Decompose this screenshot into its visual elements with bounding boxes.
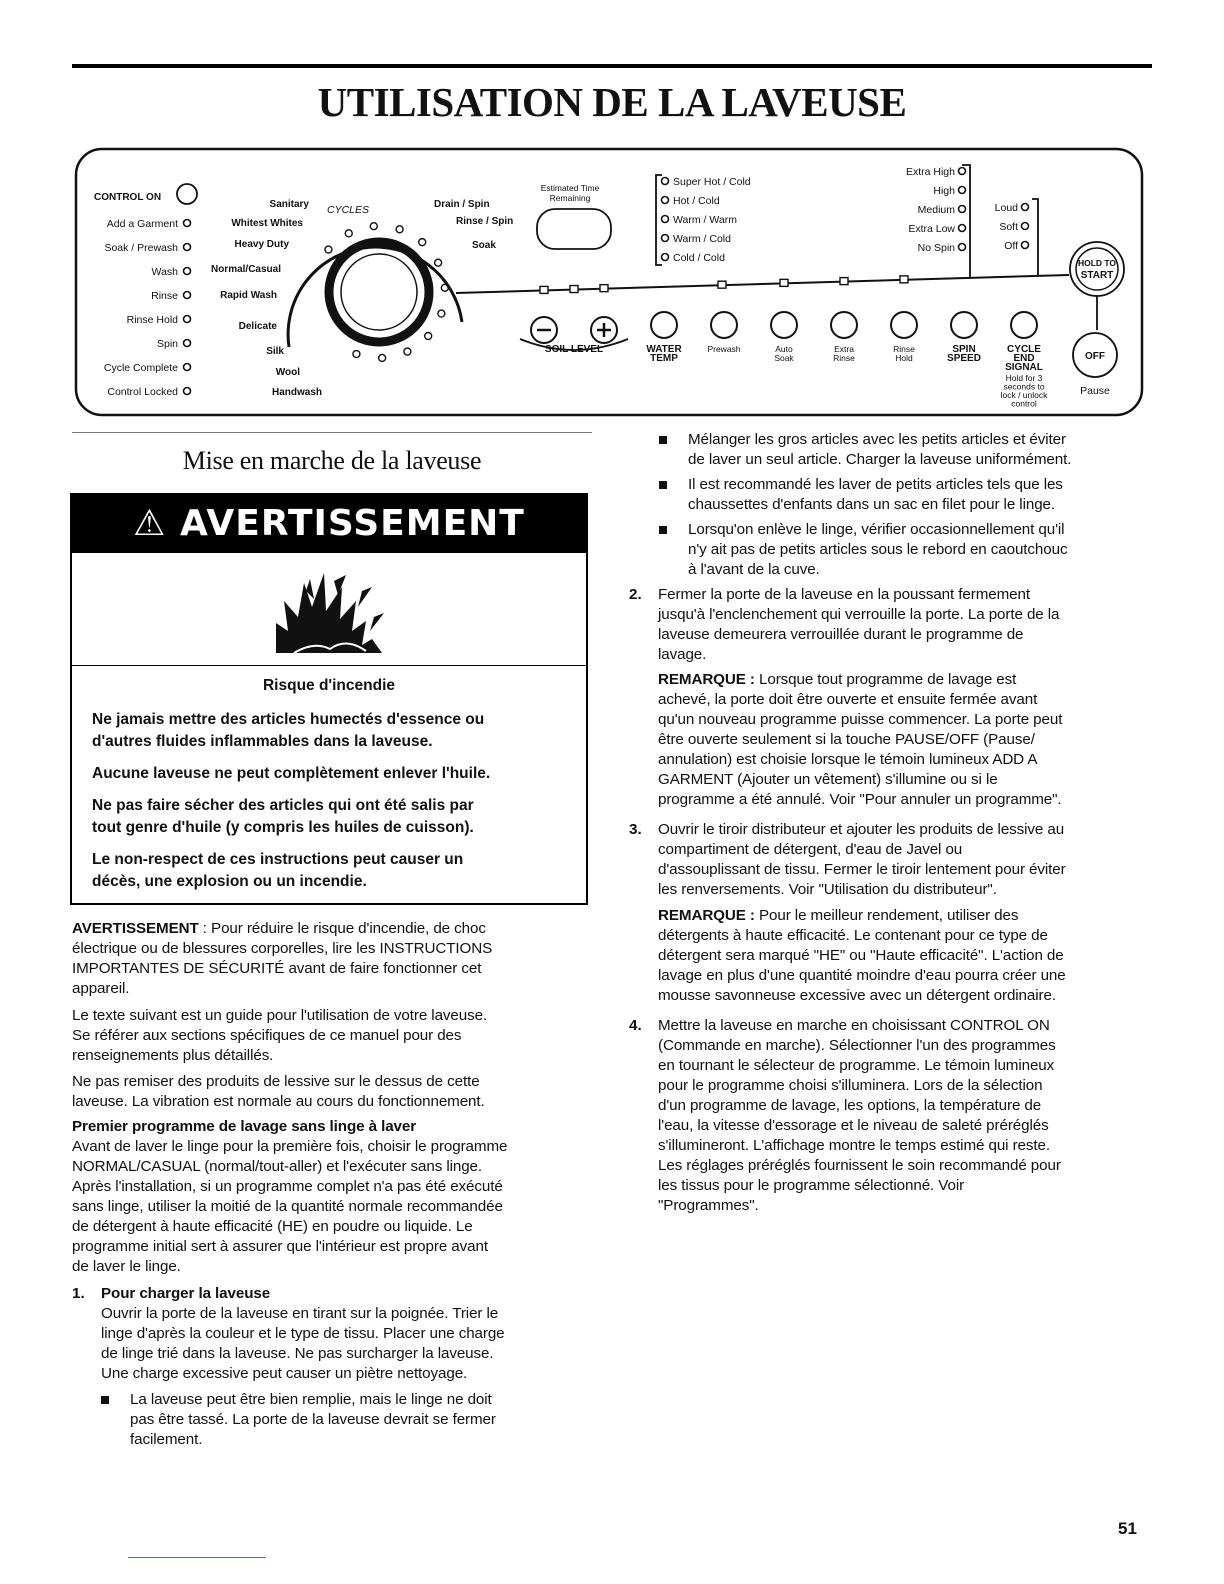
- time-display: [537, 209, 611, 249]
- cycle-label: Wool: [275, 367, 300, 378]
- status-label: Rinse: [151, 290, 178, 302]
- option-led: [840, 278, 848, 285]
- spin-speed-label: No Spin: [917, 242, 955, 254]
- step-1-bullet: La laveuse peut être bien remplie, mais le linge ne doit pas être tassé. La porte de la laveuse devrait se fermer facilement.: [130, 1391, 496, 1448]
- dial-led: [438, 310, 445, 317]
- first-cycle-heading: Premier programme de lavage sans linge à laver: [72, 1118, 417, 1135]
- signal-level-label: Soft: [999, 221, 1018, 233]
- dial-led: [435, 259, 442, 266]
- cycle-labels-left: [211, 199, 322, 398]
- spin-speed-label: High: [933, 185, 955, 197]
- option-label: Rinse: [893, 344, 915, 354]
- option-button: [651, 312, 677, 338]
- warning-paragraph-3: Ne pas faire sécher des articles qui ont été salis par tout genre d'huile (y compris les huiles de cuisson).: [92, 797, 474, 836]
- option-button: [951, 312, 977, 338]
- storage-paragraph: Ne pas remiser des produits de lessive sur le dessus de cette laveuse. La vibration est normale au cours du fonctionnement.: [72, 1073, 485, 1110]
- panel-outline: [76, 149, 1142, 415]
- section-rule: [72, 432, 592, 433]
- cycle-dial-knob: [329, 242, 429, 342]
- soil-level-label: SOIL LEVEL: [544, 344, 604, 355]
- cycle-label: Drain / Spin: [434, 199, 490, 210]
- dial-led: [345, 230, 352, 237]
- right-bullet-2: Il est recommandé les laver de petits articles tels que les chaussettes d'enfants dans un sac en filet pour le linge.: [688, 476, 1063, 513]
- step-3-number: 3.: [629, 821, 642, 838]
- dial-led: [325, 246, 332, 253]
- guide-paragraph: Le texte suivant est un guide pour l'utilisation de votre laveuse. Se référer aux sections spécifiques de ce manuel pour des renseignements plus détaillés.: [72, 1007, 488, 1064]
- option-label: TEMP: [650, 353, 678, 364]
- temperature-list: [662, 176, 751, 264]
- option-label: WATER: [646, 344, 682, 355]
- option-label: Hold: [895, 353, 913, 363]
- option-button: [711, 312, 737, 338]
- footer-link-underline: [128, 1557, 266, 1558]
- warning-header-text: AVERTISSEMENT: [179, 503, 525, 544]
- dial-led: [419, 239, 426, 246]
- dial-led: [353, 351, 360, 358]
- signal-level-label: Loud: [994, 202, 1018, 214]
- hold-note-line: Hold for 3: [1005, 373, 1043, 383]
- hold-note-line: lock / unlock: [1000, 390, 1048, 400]
- option-button: [891, 312, 917, 338]
- step-2-text: Fermer la porte de la laveuse en la poussant fermement jusqu'à l'enclenchement qui verrouille la porte. La porte de la laveuse demeurera verrouillée durant le programme de lavage.: [658, 586, 1060, 663]
- temperature-led: [662, 254, 669, 261]
- status-led: [184, 292, 191, 299]
- status-label: Wash: [151, 266, 178, 278]
- temperature-label: Warm / Warm: [673, 214, 737, 226]
- hold-note-line: control: [1011, 398, 1037, 409]
- cycle-label: Soak: [472, 240, 496, 251]
- first-cycle-paragraph: Avant de laver le linge pour la première fois, choisir le programme NORMAL/CASUAL (normal/tout-aller) et l'exécuter sans linge. Après l'installation, si un programme complet n'a pas été exécuté sans linge, utiliser la moitié de la quantité normale recommandée de détergent à haute efficacité (HE) en poudre ou liquide. Le programme initial sert à assurer que l'intérieur est propre avant de laver le linge.: [72, 1138, 508, 1275]
- temperature-led: [662, 178, 669, 185]
- hold-note: [1001, 373, 1049, 409]
- warning-text-paragraph: AVERTISSEMENT : Pour réduire le risque d'incendie, de choc électrique ou de blessures corporelles, lire les INSTRUCTIONS IMPORTANTES DE SÉCURITÉ avant de faire fonctionner cet appareil.: [72, 920, 493, 997]
- control-panel-illustration: [74, 147, 1144, 417]
- hold-note-line: seconds to: [1003, 381, 1045, 392]
- dial-led: [396, 226, 403, 233]
- option-led: [780, 279, 788, 286]
- option-led: [540, 286, 548, 293]
- right-bullet-3: Lorsqu'on enlève le linge, vérifier occasionnellement qu'il n'y ait pas de petits articles sous le rebord en caoutchouc à l'avant de la cuve.: [688, 521, 1068, 578]
- page-number: 51: [1118, 1519, 1137, 1538]
- spin-speed-label: Extra Low: [908, 223, 955, 235]
- bullet-marker: [101, 1396, 109, 1404]
- option-label: Auto: [775, 344, 793, 354]
- step-1-text: Ouvrir la porte de la laveuse en tirant sur la poignée. Trier le linge d'après la couleur et le type de tissu. Placer une charge de linge trié dans la laveuse. Ne pas surcharger la laveuse. Une charge excessive peut causer un piètre nettoyage.: [101, 1305, 505, 1382]
- control-on-label: CONTROL ON: [94, 192, 162, 203]
- option-led: [900, 276, 908, 283]
- cycle-label: Heavy Duty: [234, 239, 289, 250]
- signal-level-led: [1022, 223, 1029, 230]
- status-label: Rinse Hold: [126, 314, 178, 326]
- warning-paragraph-2: Aucune laveuse ne peut complètement enlever l'huile.: [92, 765, 491, 782]
- option-label: Prewash: [707, 344, 741, 354]
- status-led: [184, 220, 191, 227]
- status-label: Control Locked: [107, 386, 178, 398]
- option-label: SIGNAL: [1005, 362, 1043, 373]
- spin-speed-label: Medium: [917, 204, 955, 216]
- dial-led: [441, 284, 448, 291]
- option-led: [600, 285, 608, 292]
- estimated-time-line1: Estimated Time: [540, 183, 600, 193]
- spin-speed-led: [959, 187, 966, 194]
- signal-level-led: [1022, 242, 1029, 249]
- cycle-label: Whitest Whites: [231, 218, 303, 229]
- option-label: Extra: [834, 344, 854, 354]
- spin-speed-led: [959, 244, 966, 251]
- dial-arc: [288, 247, 462, 347]
- option-label: SPIN: [952, 344, 976, 355]
- dial-led: [404, 348, 411, 355]
- estimated-time-line2: Remaining: [549, 193, 591, 203]
- spin-speed-led: [959, 168, 966, 175]
- step-3-text: Ouvrir le tiroir distributeur et ajouter les produits de lessive au compartiment de détergent, d'eau de Javel ou d'assouplissant de tissu. Fermer le tiroir lentement pour éviter les renversements. Voir "Utilisation du distributeur".: [658, 821, 1066, 898]
- section-title: Mise en marche de la laveuse: [182, 446, 482, 475]
- spin-speed-led: [959, 206, 966, 213]
- dial-led: [425, 333, 432, 340]
- cycle-label: Rapid Wash: [220, 290, 277, 301]
- spin-speed-list: [906, 166, 966, 254]
- dial-led: [379, 354, 386, 361]
- dial-led: [370, 223, 377, 230]
- status-led: [184, 316, 191, 323]
- warning-box: [70, 493, 588, 905]
- start-button-line2: START: [1080, 270, 1114, 281]
- right-bullet-1: Mélanger les gros articles avec les petits articles et éviter de laver un seul article. Charger la laveuse uniformément.: [688, 431, 1072, 468]
- off-label: OFF: [1085, 351, 1105, 362]
- fire-hazard-icon: [254, 561, 404, 657]
- start-button-line1: HOLD TO: [1077, 258, 1117, 268]
- step-2-number: 2.: [629, 586, 642, 603]
- temperature-label: Cold / Cold: [673, 252, 725, 264]
- option-label: SPEED: [947, 353, 981, 364]
- warning-header: [72, 495, 586, 553]
- spin-speed-label: Extra High: [905, 166, 955, 178]
- top-rule: [72, 64, 1152, 68]
- temperature-led: [662, 197, 669, 204]
- status-led: [184, 244, 191, 251]
- step-3-note: REMARQUE : Pour le meilleur rendement, utiliser des détergents à haute efficacité. Le contenant pour ce type de détergent sera marqué "HE" ou "Haute efficacité". L'action de lavage en plus d'une quantité moindre d'eau pourra créer une mousse savonneuse excessive avec un détergent ordinaire.: [658, 907, 1066, 1004]
- control-on-button: [177, 184, 197, 204]
- warning-paragraph-1: Ne jamais mettre des articles humectés d'essence ou d'autres fluides inflammables dans la laveuse.: [92, 711, 485, 750]
- status-label: Spin: [156, 338, 178, 350]
- temperature-label: Hot / Cold: [673, 195, 720, 207]
- warning-triangle-icon: ⚠: [133, 503, 167, 544]
- step-4-text: Mettre la laveuse en marche en choisissant CONTROL ON (Commande en marche). Sélectionner l'un des programmes en tournant le sélecteur de programme. Le témoin lumineux pour le programme choisi s'illuminera. Lors de la sélection d'un programme de lavage, les options, la température de l'eau, la vitesse d'essorage et le niveau de saleté préréglés s'illumineront. L'affichage montre le temps estimé qui reste. Les réglages préréglés fournissent le soin recommandé pour les tissus pour le programme sélectionné. Voir "Programmes".: [658, 1017, 1061, 1214]
- status-led: [184, 364, 191, 371]
- status-led: [184, 268, 191, 275]
- option-label: CYCLE: [1007, 344, 1041, 355]
- step-1-number: 1.: [72, 1285, 85, 1302]
- status-label: Cycle Complete: [103, 362, 178, 374]
- temperature-led: [662, 235, 669, 242]
- cycle-labels-right: [434, 199, 513, 251]
- signal-level-list: [995, 202, 1029, 252]
- start-button: [1070, 242, 1124, 296]
- option-button: [1011, 312, 1037, 338]
- option-led: [570, 286, 578, 293]
- cycle-label: Handwash: [271, 387, 322, 398]
- step-1-heading: Pour charger la laveuse: [101, 1285, 271, 1302]
- warning-paragraph-4: Le non-respect de ces instructions peut causer un décès, une explosion ou un incendie.: [92, 851, 464, 890]
- step-2-note: REMARQUE : Lorsque tout programme de lavage est achevé, la porte doit être ouverte et ensuite fermée avant qu'un nouveau programme puisse commencer. La porte peut être ouverte seulement si la touche PAUSE/OFF (Pause/ annulation) est choisie lorsque le témoin lumineux ADD A GARMENT (Ajouter un vêtement) s'illumine ou si le programme a été annulé. Voir "Pour annuler un programme".: [658, 671, 1063, 808]
- page-title: UTILISATION DE LA LAVEUSE: [317, 79, 907, 125]
- warning-separator: [72, 665, 586, 666]
- option-leds: [540, 276, 908, 294]
- status-lights: [104, 218, 191, 398]
- spin-speed-led: [959, 225, 966, 232]
- option-label: Rinse: [833, 353, 855, 363]
- step-4-number: 4.: [629, 1017, 642, 1034]
- cycle-label: Rinse / Spin: [456, 216, 514, 227]
- status-led: [184, 388, 191, 395]
- bullet-marker: [659, 526, 667, 534]
- hazard-title: Risque d'incendie: [262, 677, 395, 694]
- temperature-label: Super Hot / Cold: [673, 176, 751, 188]
- cycle-label: Silk: [266, 346, 284, 357]
- signal-level-label: Off: [1004, 240, 1018, 252]
- option-button: [771, 312, 797, 338]
- bullet-marker: [659, 481, 667, 489]
- temperature-led: [662, 216, 669, 223]
- option-label: Soak: [774, 353, 794, 363]
- option-button: [831, 312, 857, 338]
- status-led: [184, 340, 191, 347]
- status-label: Soak / Prewash: [104, 242, 178, 254]
- option-buttons: [646, 312, 1043, 373]
- pause-label: Pause: [1080, 385, 1110, 397]
- status-label: Add a Garment: [106, 218, 178, 230]
- cycles-label: CYCLES: [327, 204, 370, 216]
- option-led: [718, 281, 726, 288]
- option-label: END: [1013, 353, 1035, 364]
- signal-level-led: [1022, 204, 1029, 211]
- cycle-label: Normal/Casual: [210, 264, 281, 275]
- bullet-marker: [659, 436, 667, 444]
- temperature-label: Warm / Cold: [673, 233, 731, 245]
- cycle-label: Delicate: [238, 321, 277, 332]
- cycle-label: Sanitary: [269, 199, 309, 210]
